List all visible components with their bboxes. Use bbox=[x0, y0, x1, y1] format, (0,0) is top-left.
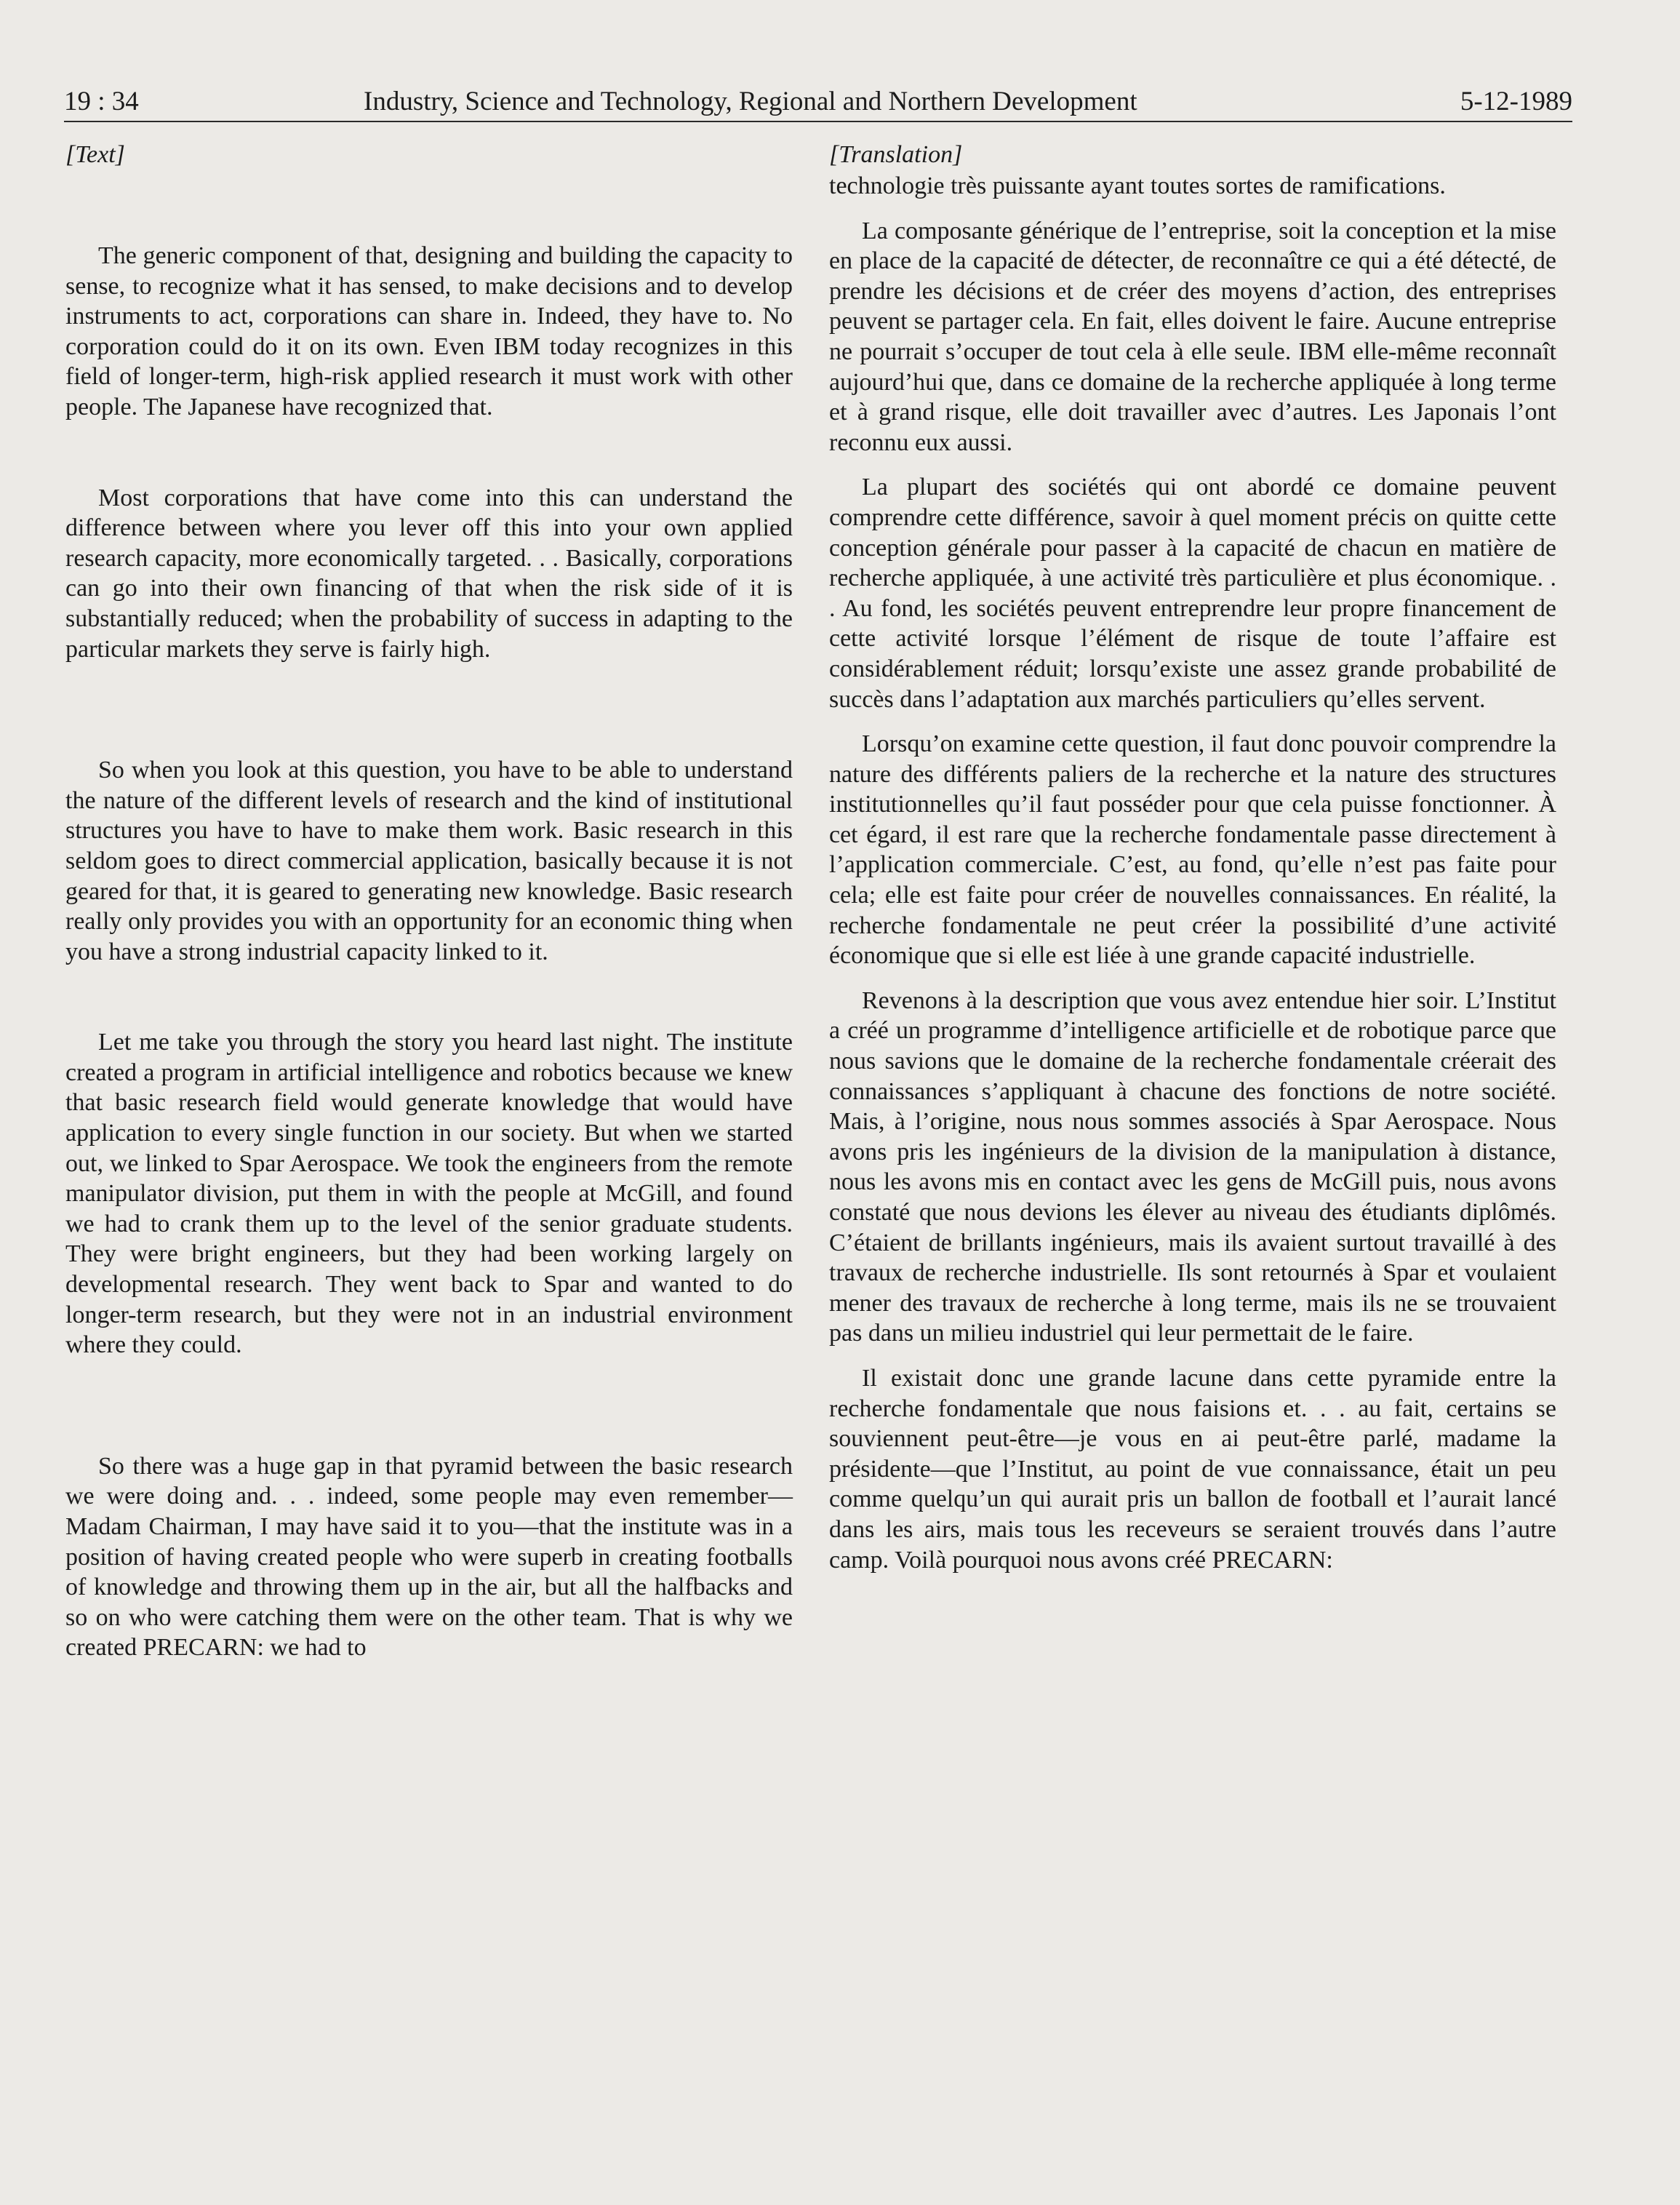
french-column bbox=[829, 138, 1556, 1575]
paragraph: La composante générique de l’entreprise, soit la conception et la mise en place de la capacité de détecter, de reconnaître ce qui a été détecté, de prendre les décisions et de créer des moyens d’action, des entreprises peuvent se partager cela. En fait, elles doivent le faire. Aucune entreprise ne pourrait s’occuper de tout cela à elle seule. IBM elle-même reconnaît aujourd’hui que, dans ce domaine de la recherche appliquée à long terme et à grand risque, elle doit travailler avec d’autres. Les Japonais l’ont reconnu eux aussi. bbox=[829, 217, 1556, 456]
header-rule bbox=[64, 121, 1572, 122]
page-header bbox=[64, 81, 1572, 122]
paragraph: La plupart des sociétés qui ont abordé ce domaine peuvent comprendre cette différence, savoir à quel moment précis on quitte cette conception générale pour passer à la capacité de chacun en matière de recherche appliquée, à une activité très particulière et plus économique. . . Au fond, les sociétés peuvent entreprendre leur propre financement de cette activité lorsque l’élément de risque de toute l’affaire est considérablement réduit; lorsqu’existe une assez grande probabilité de succès dans l’adaptation aux marchés particuliers qu’elles servent. bbox=[829, 474, 1556, 713]
paragraph: The generic component of that, designing and building the capacity to sense, to recognize what it has sensed, to make decisions and to develop instruments to act, corporations can share in. Indeed, they have to. No corporation could do it on its own. Even IBM today recognizes in this field of longer-term, high-risk applied research it must work with other people. The Japanese have recognized that. bbox=[65, 242, 793, 420]
paragraph: Let me take you through the story you heard last night. The institute created a program in artificial intelligence and robotics because we knew that basic research field would generate knowledge that would have application to every single function in our society. But when we started out, we linked to Spar Aerospace. We took the engineers from the remote manipulator division, put them in with the people at McGill, and found we had to crank them up to the level of the senior graduate students. They were bright engineers, but they had been working largely on developmental research. They went back to Spar and wanted to do longer-term research, but they were not in an industrial environment where they could. bbox=[65, 1029, 793, 1359]
issue-date: 5-12-1989 bbox=[1460, 87, 1572, 116]
column-label-translation: [Translation] bbox=[829, 141, 963, 168]
paragraph: So there was a huge gap in that pyramid between the basic research we were doing and. . . indeed, some people may even remember—Madam Chairman, I may have said it to you—that the institute was in a position of having created people who were superb in creating footballs of knowledge and throwing them up in the air, but all the halfbacks and so on who were catching them were on the other team. That is why we created PRECARN: we had to bbox=[65, 1452, 793, 1662]
paragraph: Most corporations that have come into this can understand the difference between where you lever off this into your own applied research capacity, more economically targeted. . . Basically, corporations can go into their own financing of that when the risk side of it is substantially reduced; when the probability of success in adapting to the particular markets they serve is fairly high. bbox=[65, 484, 793, 663]
paragraph: Lorsqu’on examine cette question, il faut donc pouvoir comprendre la nature des différents paliers de la recherche et la nature des structures institutionnelles qu’il faut posséder pour que cela puisse fonctionner. À cet égard, il est rare que la recherche fondamentale passe directement à l’application commerciale. C’est, au fond, qu’elle n’est pas faite pour cela; elle est faite pour créer de nouvelles connaissances. En réalité, la recherche fondamentale ne peut créer la possibilité d’une activité économique que si elle est liée à une grande capacité industrielle. bbox=[829, 730, 1556, 970]
paragraph: Revenons à la description que vous avez entendue hier soir. L’Institut a créé un programme d’intelligence artificielle et de robotique parce que nous savions que le domaine de la recherche fondamentale créerait des connaissances s’appliquant à chacune des fonctions de notre société. Mais, à l’origine, nous nous sommes associés à Spar Aerospace. Nous avons pris les ingénieurs de la division de la manipulation à distance, nous les avons mis en contact avec les gens de McGill puis, nous avons constaté que nous devions les élever au niveau des étudiants diplômés. C’étaient de brillants ingénieurs, mais ils avaient surtout travaillé à des travaux de recherche industrielle. Ils sont retournés à Spar et voulaient mener des travaux de recherche à long terme, mais ils ne se trouvaient pas dans un milieu industriel qui leur permettait de le faire. bbox=[829, 986, 1556, 1347]
committee-title: Industry, Science and Technology, Regional and Northern Development bbox=[364, 87, 1137, 116]
paragraph: technologie très puissante ayant toutes sortes de ramifications. bbox=[829, 172, 1446, 199]
page-number: 19 : 34 bbox=[64, 87, 139, 116]
paragraph: Il existait donc une grande lacune dans cette pyramide entre la recherche fondamentale que nous faisions et. . . au fait, certains se souviennent peut-être—je vous en ai peut-être parlé, madame la présidente—que l’Institut, au point de vue connaissance, était un peu comme quelqu’un qui aurait pris un ballon de football et l’aurait lancé dans les airs, mais tous les receveurs se seraient trouvés dans l’autre camp. Voilà pourquoi nous avons créé PRECARN: bbox=[829, 1364, 1556, 1574]
column-label-text: [Text] bbox=[65, 141, 125, 168]
paragraph: So when you look at this question, you have to be able to understand the nature of the different levels of research and the kind of institutional structures you have to have to make them work. Basic research in this seldom goes to direct commercial application, basically because it is not geared for that, it is geared to generating new knowledge. Basic research really only provides you with an opportunity for an economic thing when you have a strong industrial capacity linked to it. bbox=[65, 757, 793, 965]
english-column bbox=[65, 138, 793, 1663]
